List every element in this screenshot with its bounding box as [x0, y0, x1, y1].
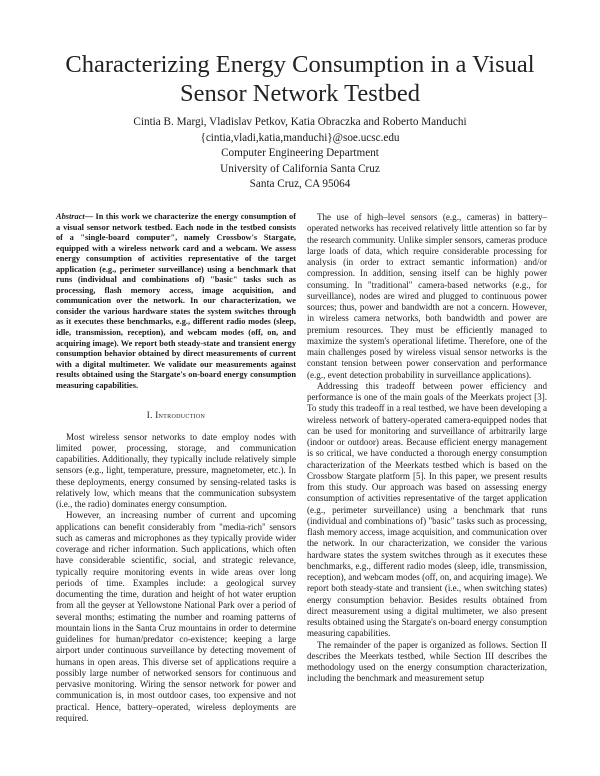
intro-paragraph-2: However, an increasing number of current and upcoming applications can benefit considerably from "media-rich" sensors such as cameras and microphones as they typically provide wider coverage and richer information. Such applications, which often have considerable scientific, social, and strategic relevance, typically require monitoring events in wide areas over long periods of time. Examples include: a geological survey documenting the time, duration and height of hot water eruption from all the geyser at Yellowstone National Park over a period of several months; estimating the number and roaming patterns of mountain lions in the Santa Cruz mountains in order to determine guidelines for human/predator co-existence; keeping a large airport under continuous surveillance by detecting movement of humans in open areas. This diverse set of applications require a possibly large number of networked sensors for continuous and pervasive monitoring. Wiring the sensor network for power and communication is, in most outdoor cases, too expensive and not practical. Hence, battery–operated, wireless deployments are required. — [56, 510, 296, 723]
left-column — [56, 212, 296, 724]
abstract — [56, 212, 296, 391]
author-location: Santa Cruz, CA 95064 — [249, 178, 351, 190]
section-number: I. — [146, 410, 153, 421]
right-column — [307, 212, 547, 685]
author-emails[interactable]: {cintia,vladi,katia,manduchi}@soe.ucsc.edu — [200, 131, 400, 144]
intro-paragraph-5: The remainder of the paper is organized as follows. Section II describes the Meerkats testbed, while Section III describes the methodology used on the energy consumption characterization, including the benchmark and measurement setup — [307, 639, 547, 684]
author-block — [30, 115, 570, 193]
section-heading-introduction — [56, 410, 296, 421]
section-title: Introduction — [155, 410, 206, 421]
author-university: University of California Santa Cruz — [220, 162, 380, 175]
intro-paragraph-4: Addressing this tradeoff between power efficiency and performance is one of the main goals of the Meerkats project [3]. To study this tradeoff in a real testbed, we have been developing a wireless network of battery-operated camera-equipped nodes that can be used for monitoring and surveillance of arbitrarily large (indoor or outdoor) areas. Because efficient energy management is so critical, we have conducted a thorough energy consumption characterization of the Meerkats testbed which is based on the Crossbow Stargate platform [5]. In this paper, we present results from this study. Our approach was based on assessing energy consumption of activities representative of the target application (e.g., perimeter surveillance) using a benchmark that runs (individual and combinations of) "basic" tasks such as processing, flash memory access, image acquisition, and communication over the network. In our characterization, we consider the various hardware states the system switches through as it executes these benchmarks, e.g., different radio modes (sleep, idle, transmission, reception), and webcam modes (off, on, and acquiring image). We report both steady-state and transient (i.e., when switching states) energy consumption behavior. Besides results obtained from direct measurement using a digital multimeter, we also present results obtained using the Stargate's on-board energy consumption measuring capabilities. — [307, 380, 547, 639]
intro-paragraph-1: Most wireless sensor networks to date employ nodes with limited power, processing, storage, and communication capabilities. Additionally, they typically include relatively simple sensors (e.g., light, temperature, pressure, magnetometer, etc.). In these deployments, energy consumed by sensing-related tasks is relatively low, which means that the communication subsystem (i.e., the radio) dominates energy consumption. — [56, 431, 296, 510]
abstract-lead: Abstract — [56, 212, 85, 221]
intro-paragraph-3: The use of high–level sensors (e.g., cameras) in battery–operated networks has received relatively little attention so far by the research community. Unlike simpler sensors, cameras produce large loads of data, which require considerable processing for analysis (in order to extract semantic information) and/or compression. In addition, sensing itself can be highly power consuming. In "traditional" camera-based networks (e.g., for surveillance), nodes are wired and plugged to continuous power sources; thus, power and bandwidth are not a concern. However, in wireless camera networks, both bandwidth and power are premium resources. They must be efficiently managed to maximize the system's operational lifetime. Therefore, one of the main challenges posed by wireless visual sensor networks is the constant tension between power conservation and performance (e.g., event detection probability in surveillance applications). — [307, 212, 547, 380]
author-department: Computer Engineering Department — [221, 147, 379, 159]
author-names: Cintia B. Margi, Vladislav Petkov, Katia Obraczka and Roberto Manduchi — [133, 116, 467, 128]
paper-title: Characterizing Energy Consumption in a Visual Sensor Network Testbed — [65, 51, 535, 107]
abstract-text: — In this work we characterize the energy consumption of a visual sensor network testbed. Each node in the testbed consists of a "single-board computer", namely Crossbow's Stargate, equipped with a wireless network card and a webcam. We assess energy consumption of activities representative of the target application (e.g., perimeter surveillance) using a benchmark that runs (individual and combinations of) "basic" tasks such as processing, flash memory access, image acquisition, and communication over the network. In our characterization, we consider the various hardware states the system switches through as it executes these benchmarks, e.g., different radio modes (sleep, idle, transmission, reception), and webcam modes (off, on, and acquiring image). We report both steady-state and transient energy consumption behavior obtained by direct measurements of current with a digital multimeter. We validate our measurements against results obtained using the Stargate's on-board energy consumption measuring capabilities. — [56, 212, 296, 390]
